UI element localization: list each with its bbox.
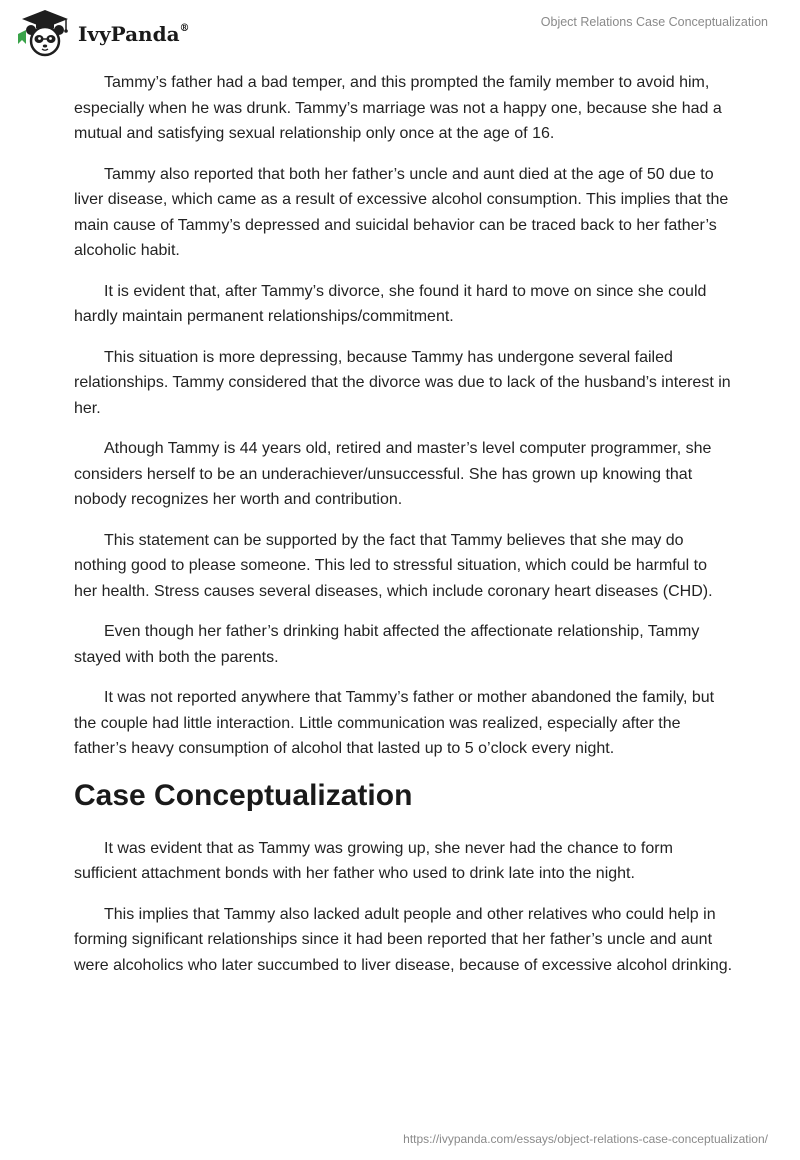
essay-content: [74, 70, 734, 993]
page-header: [0, 0, 800, 64]
paragraph: Athough Tammy is 44 years old, retired and master’s level computer programmer, she considers herself to be an underachiever/unsuccessful. She has grown up knowing that nobody recognizes her worth and contribution.: [74, 440, 712, 508]
section-heading: Case Conceptualization: [74, 778, 413, 812]
ivypanda-logo[interactable]: [14, 8, 204, 58]
paragraph: This statement can be supported by the fact that Tammy believes that she may do nothing good to please someone. This led to stressful situation, which could be harmful to her health. Stress causes several diseases, which include coronary heart diseases (CHD).: [74, 531, 713, 600]
panda-graduate-logo-icon: [14, 8, 74, 58]
paragraph: This situation is more depressing, because Tammy has undergone several failed relationships. Tammy considered that the divorce was due to lack of the husband’s interest in her.: [74, 348, 731, 417]
paragraph: Tammy’s father had a bad temper, and this prompted the family member to avoid him, especially when he was drunk. Tammy’s marriage was not a happy one, because she had a mutual and satisfying sexual relationship only once at the age of 16.: [74, 74, 722, 142]
document-title: Object Relations Case Conceptualization: [540, 15, 768, 29]
paragraph: Tammy also reported that both her father’s uncle and aunt died at the age of 50 due to liver disease, which came as a result of excessive alcohol consumption. This implies that the main cause of Tammy’s depressed and suicidal behavior can be traced back to her father’s alcoholic habit.: [74, 165, 729, 259]
logo-wordmark: [78, 22, 190, 46]
registered-mark: ®: [179, 23, 190, 35]
paragraph: Even though her father’s drinking habit affected the affectionate relationship, Tammy stayed with both the parents.: [74, 623, 700, 666]
paragraph: It was evident that as Tammy was growing up, she never had the chance to form sufficient attachment bonds with her father who used to drink late into the night.: [74, 839, 673, 882]
paragraph: This implies that Tammy also lacked adult people and other relatives who could help in forming significant relationships since it had been reported that her father’s uncle and aunt were alcoholics who later succumbed to liver disease, because of excessive alcohol drinking.: [74, 905, 733, 974]
logo-name: IvyPanda: [78, 22, 180, 46]
paragraph: It is evident that, after Tammy’s divorce, she found it hard to move on since she could hardly maintain permanent relationships/commitment.: [74, 282, 707, 325]
source-url[interactable]: https://ivypanda.com/essays/object-relations-case-conceptualization/: [403, 1132, 768, 1146]
paragraph: It was not reported anywhere that Tammy’s father or mother abandoned the family, but the couple had little interaction. Little communication was realized, especially after the father’s heavy consumption of alcohol that lasted up to 5 o’clock every night.: [74, 689, 715, 757]
